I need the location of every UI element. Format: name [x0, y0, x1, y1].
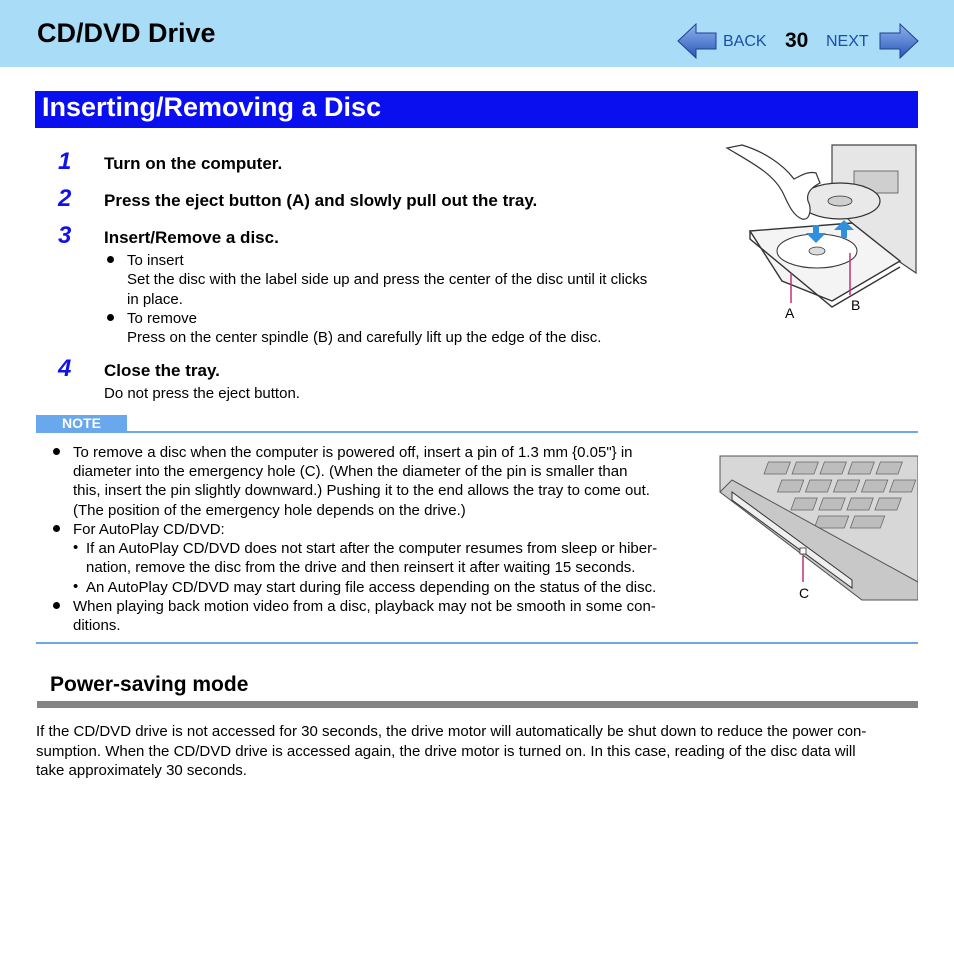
note-text-line: (The position of the emergency hole depends on the drive.)	[73, 502, 466, 519]
page-number: 30	[785, 29, 809, 52]
paragraph-line: take approximately 30 seconds.	[36, 762, 247, 779]
bullet-label: To remove	[127, 310, 198, 327]
step-text: Close the tray.	[104, 361, 220, 380]
step-number: 3	[58, 222, 72, 249]
next-link[interactable]: NEXT	[826, 33, 869, 50]
subsection-title: Power-saving mode	[50, 673, 249, 696]
back-arrow-icon[interactable]	[676, 22, 718, 60]
label-c: C	[799, 585, 810, 601]
step-number: 4	[58, 355, 72, 382]
note-text-line: this, insert the pin slightly downward.) Pushing it to the end allows the tray to come out.	[73, 482, 650, 499]
note-divider	[36, 431, 918, 433]
note-text-line: diameter into the emergency hole (C). (When the diameter of the pin is smaller than	[73, 463, 628, 480]
bullet-icon	[53, 448, 60, 455]
step-number: 2	[58, 185, 72, 212]
bullet-text-line: Press on the center spindle (B) and carefully lift up the edge of the disc.	[127, 329, 602, 346]
bullet-icon	[53, 602, 60, 609]
back-link[interactable]: BACK	[723, 33, 767, 50]
note-text-line: If an AutoPlay CD/DVD does not start after the computer resumes from sleep or hiber-	[86, 540, 658, 557]
note-divider	[36, 642, 918, 644]
subsection-bar	[37, 701, 918, 708]
paragraph-line: If the CD/DVD drive is not accessed for 30 seconds, the drive motor will automatically be shut down to reduce the power con-	[36, 723, 867, 740]
label-b: B	[851, 297, 861, 313]
bullet-text-line: in place.	[127, 291, 183, 308]
page-title: CD/DVD Drive	[37, 18, 216, 48]
bullet-icon	[53, 525, 60, 532]
note-text-line: ditions.	[73, 617, 121, 634]
bullet-icon	[107, 256, 114, 263]
note-text-line: For AutoPlay CD/DVD:	[73, 521, 225, 538]
bullet-label: To insert	[127, 252, 184, 269]
note-text-line: When playing back motion video from a disc, playback may not be smooth in some con-	[73, 598, 656, 615]
note-tab: NOTE	[36, 415, 127, 432]
step-text: Press the eject button (A) and slowly pull out the tray.	[104, 191, 538, 210]
disc-insert-illustration	[722, 143, 918, 323]
step-text: Insert/Remove a disc.	[104, 228, 279, 247]
step-text: Turn on the computer.	[104, 154, 283, 173]
next-arrow-icon[interactable]	[878, 22, 920, 60]
step-number: 1	[58, 148, 72, 175]
label-a: A	[785, 305, 795, 321]
sub-bullet-marker: •	[73, 539, 79, 556]
note-text-line: nation, remove the disc from the drive and then reinsert it after waiting 15 seconds.	[86, 559, 636, 576]
paragraph-line: sumption. When the CD/DVD drive is accessed again, the drive motor is turned on. In this case, reading of the disc data will	[36, 743, 856, 760]
bullet-text-line: Set the disc with the label side up and press the center of the disc until it clicks	[127, 271, 648, 288]
bullet-icon	[107, 314, 114, 321]
note-text-line: An AutoPlay CD/DVD may start during file access depending on the status of the disc.	[86, 579, 657, 596]
emergency-hole-illustration	[712, 452, 918, 602]
sub-bullet-marker: •	[73, 578, 79, 595]
section-title: Inserting/Removing a Disc	[42, 92, 382, 122]
note-text-line: To remove a disc when the computer is powered off, insert a pin of 1.3 mm {0.05"} in	[73, 444, 633, 461]
step-note: Do not press the eject button.	[104, 385, 300, 402]
